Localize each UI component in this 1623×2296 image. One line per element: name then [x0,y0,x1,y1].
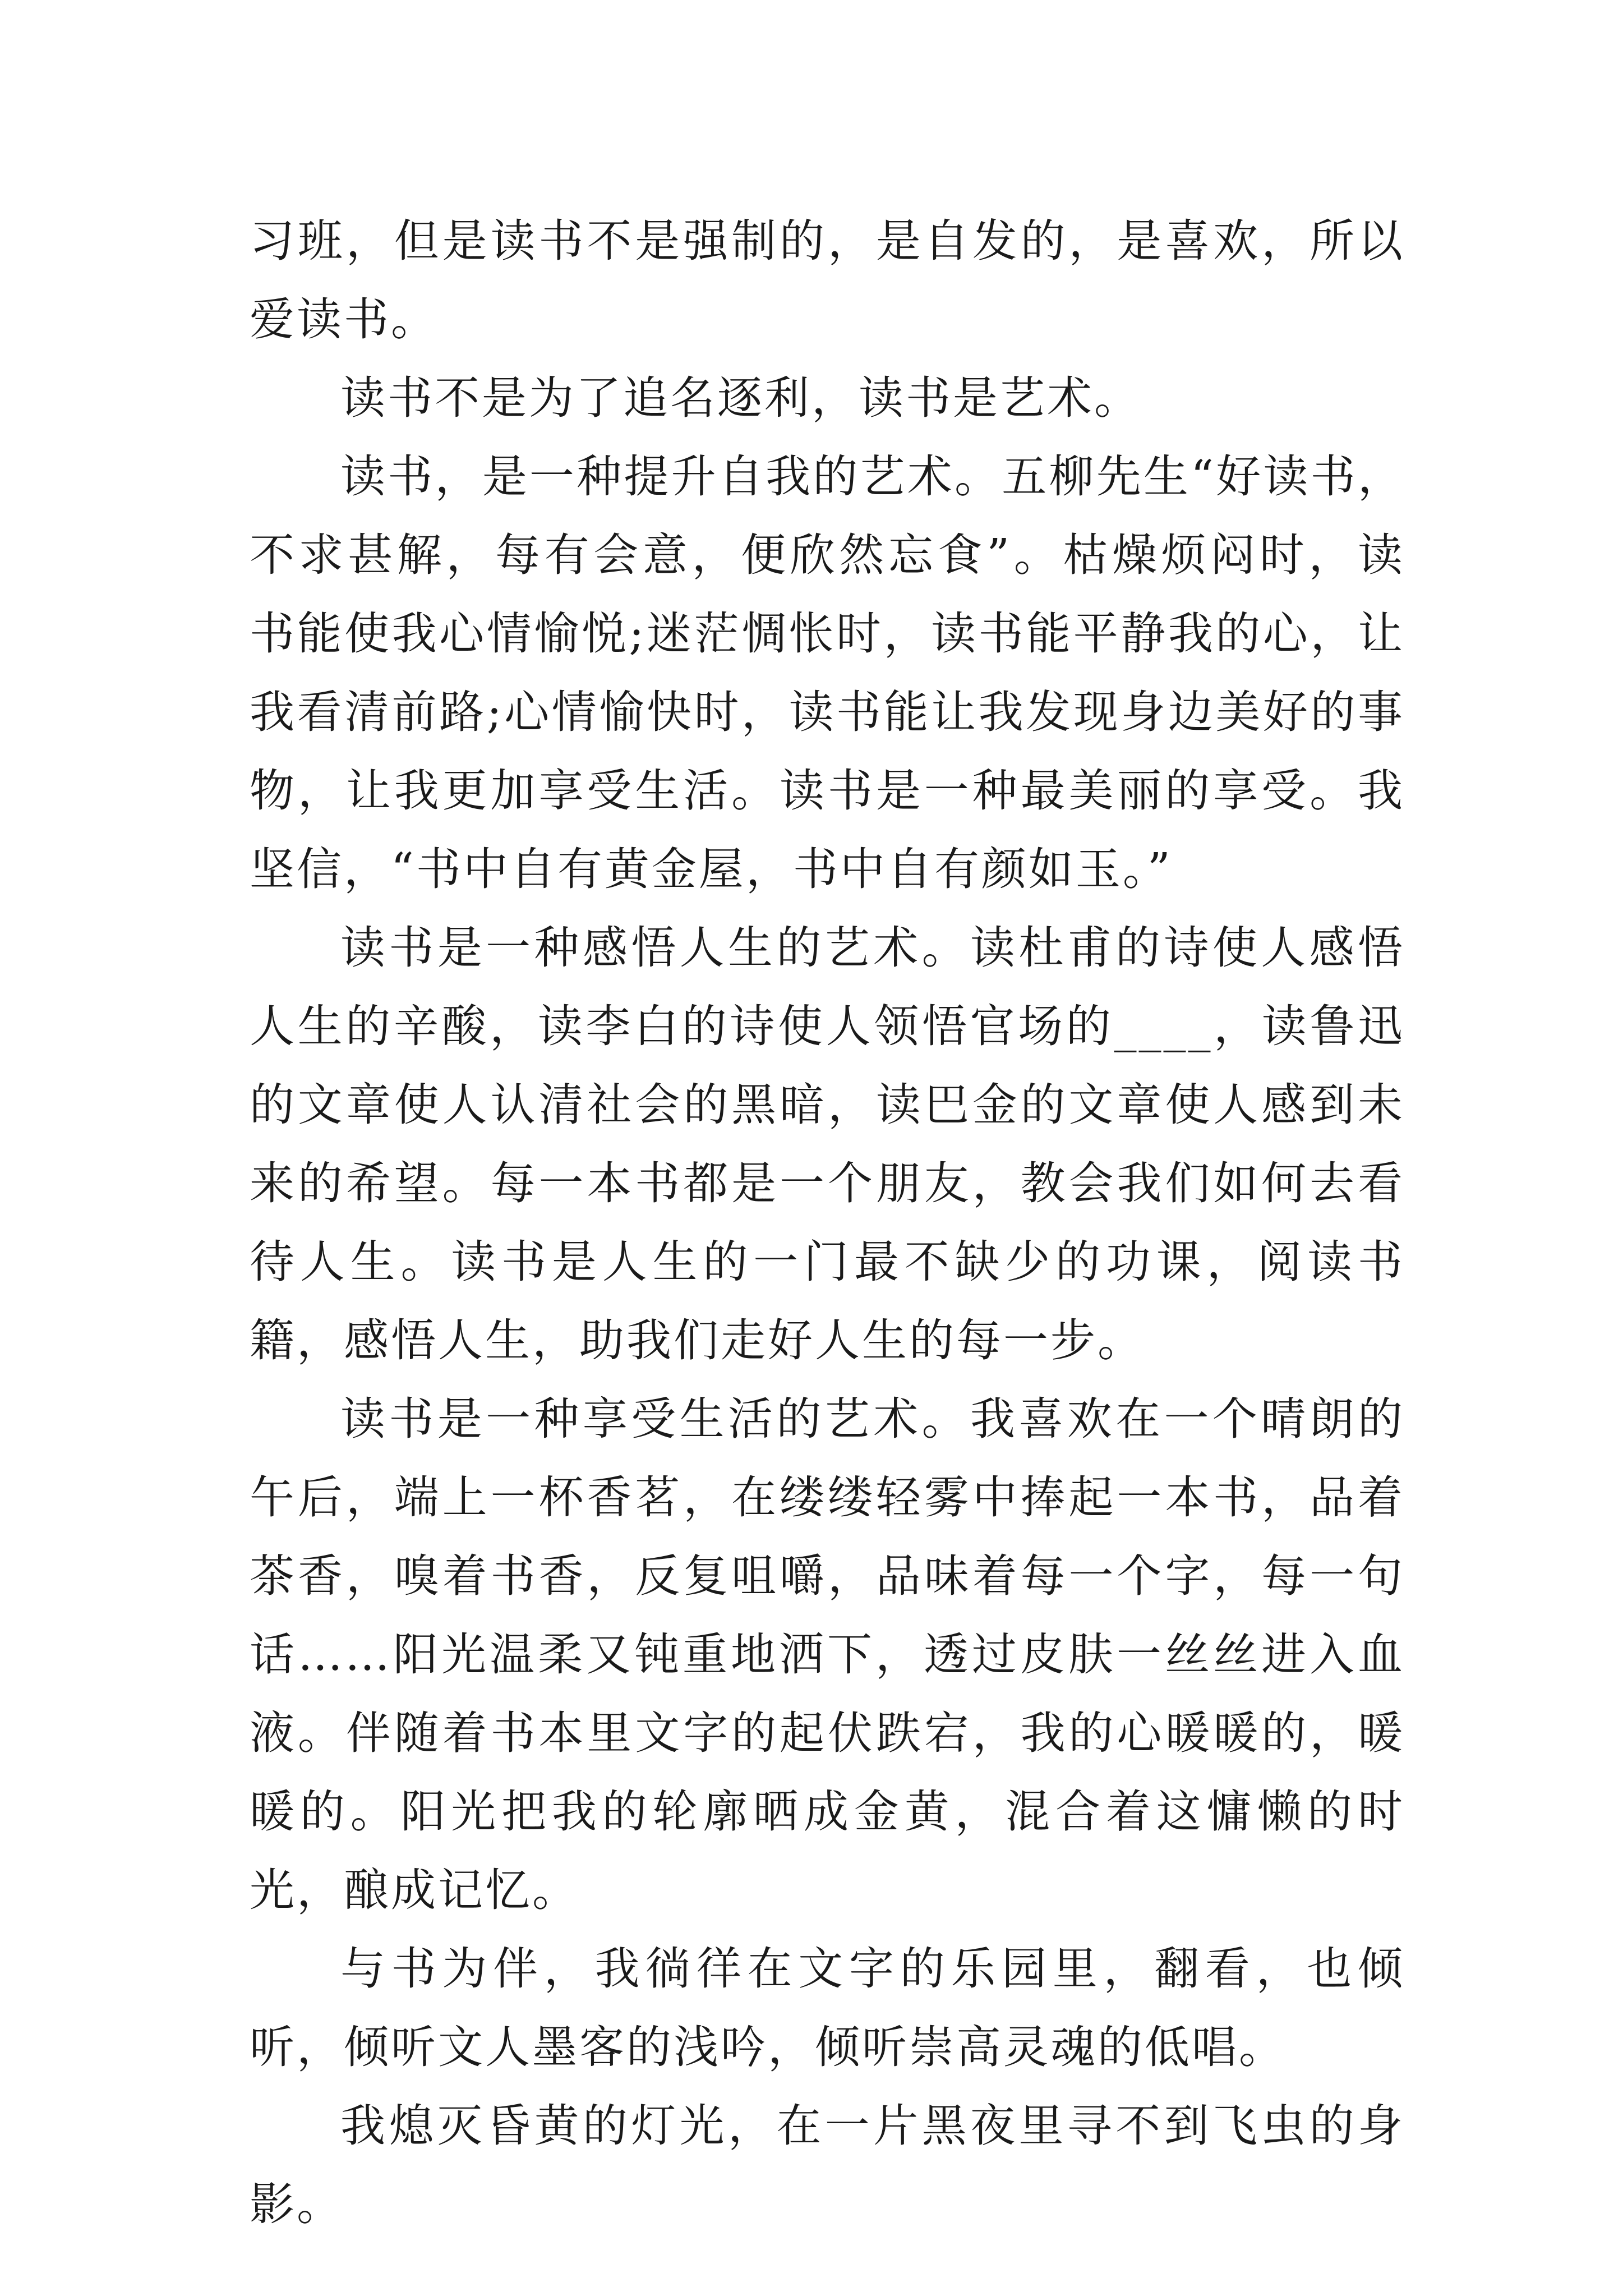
paragraph-7: 我熄灭昏黄的灯光，在一片黑夜里寻不到飞虫的身影。 [250,2100,1405,2230]
document-body [250,202,1405,2244]
paragraph-5: 读书是一种享受生活的艺术。我喜欢在一个晴朗的午后，端上一杯香茗，在缕缕轻雾中捧起一本书，品着茶香，嗅着书香，反复咀嚼，品味着每一个字，每一句话……阳光温柔又钝重地洒下，透过皮肤一丝丝进入血液。伴随着书本里文字的起伏跌宕，我的心暖暖的，暖暖的。阳光把我的轮廓晒成金黄，混合着这慵懒的时光，酿成记忆。 [250,1393,1405,1916]
paragraph-2: 读书不是为了追名逐利，读书是艺术。 [340,372,1141,424]
paragraph-3: 读书，是一种提升自我的艺术。五柳先生“好读书，不求甚解，每有会意，便欣然忘食”。枯燥烦闷时，读书能使我心情愉悦;迷茫惆怅时，读书能平静我的心，让我看清前路;心情愉快时，读书能让我发现身边美好的事物，让我更加享受生活。读书是一种最美丽的享受。我坚信，“书中自有黄金屋，书中自有颜如玉。” [250,450,1405,895]
paragraph-1: 习班，但是读书不是强制的，是自发的，是喜欢，所以爱读书。 [250,215,1405,346]
paragraph-4: 读书是一种感悟人生的艺术。读杜甫的诗使人感悟人生的辛酸，读李白的诗使人领悟官场的____，读鲁迅的文章使人认清社会的黑暗，读巴金的文章使人感到未来的希望。每一本书都是一个朋友，教会我们如何去看待人生。读书是人生的一门最不缺少的功课，阅读书籍，感悟人生，助我们走好人生的每一步。 [250,922,1405,1366]
paragraph-6: 与书为伴，我徜徉在文字的乐园里，翻看，也倾听，倾听文人墨客的浅吟，倾听崇高灵魂的低唱。 [250,1943,1405,2073]
